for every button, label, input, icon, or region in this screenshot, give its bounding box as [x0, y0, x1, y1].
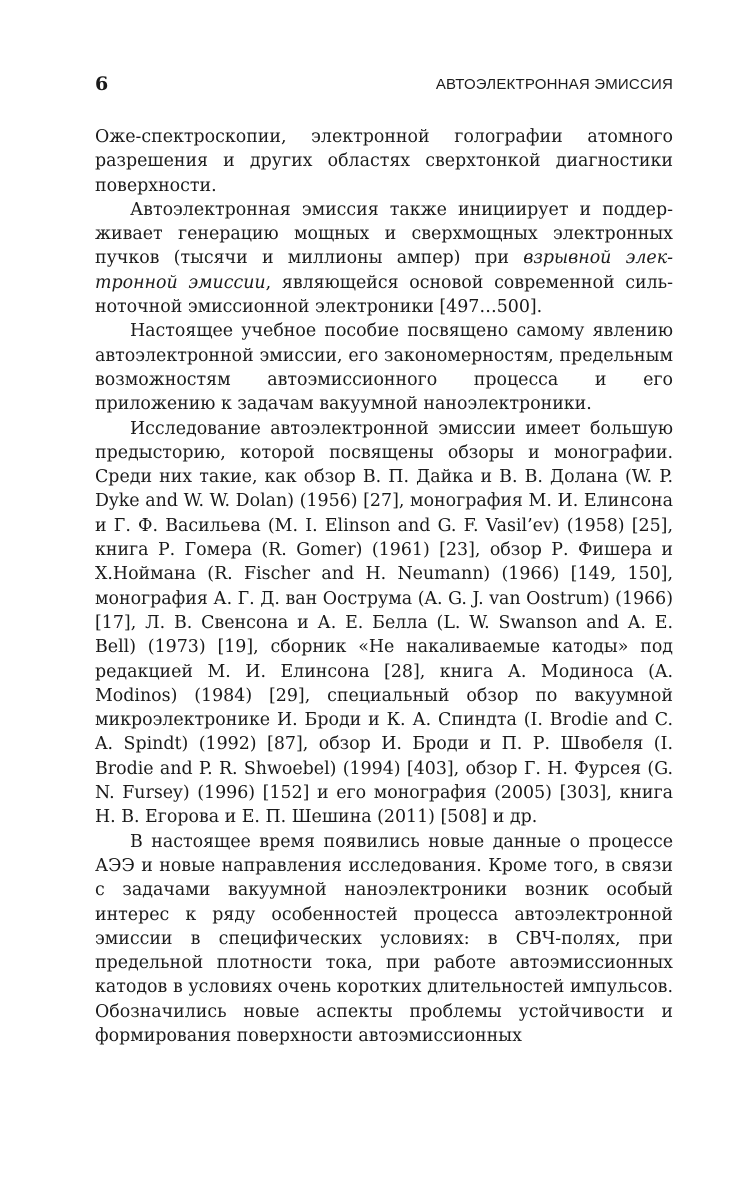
paragraph-text: Автоэлектронная эмиссия также инициирует и поддерживает генерацию мощных и сверхмощных электронных пучков (тысячи и миллионы ампер) при [95, 199, 673, 269]
paragraph-literature-review: Исследование автоэлектронной эмиссии имеет большую предысторию, которой посвящены обзоры и монографии. Среди них такие, как обзор В. П. Дайка и В. В. Долана (W. P. Dyke and W. W. Dolan) (1956) [27], монография М. И. Елинсона и Г. Ф. Васильева (M. I. Elinson and G. F. Vasil’ev) (1958) [25], книга Р. Гомера (R. Gomer) (1961) [23], обзор Р. Фишера и Х.Ноймана (R. Fischer and H. Neumann) (1966) [149, 150], монография А. Г. Д. ван Оострума (A. G. J. van Oostrum) (1966) [17], Л. В. Свенсона и А. Е. Белла (L. W. Swanson and A. E. Bell) (1973) [19], сборник «Не накаливаемые катоды» под редакцией М. И. Елинсона [28], книга А. Модиноса (A. Modinos) (1984) [29], специальный обзор по вакуумной микроэлектронике И. Броди и К. А. Спиндта (I. Brodie and C. A. Spindt) (1992) [87], обзор И. Броди и П. Р. Швобеля (I. Brodie and P. R. Shwoebel) (1994) [403], обзор Г. Н. Фурсея (G. N. Fursey) (1996) [152] и его монография (2005) [303], книга Н. В. Егорова и Е. П. Шешина (2011) [508] и др. [95, 418, 673, 828]
page-header [95, 72, 673, 96]
paragraph-purpose: Настоящее учебное пособие посвящено самому явлению автоэлектронной эмиссии, его закономерностям, предельным возможностям автоэмиссионного процесса и его приложению к задачам вакуумной наноэлектроники. [95, 321, 673, 415]
body-text [95, 125, 673, 1048]
emphasized-term: взрывной электронной эмиссии [95, 248, 673, 293]
running-title: АВТОЭЛЕКТРОННАЯ ЭМИССИЯ [435, 76, 673, 93]
paragraph-explosive-emission [95, 198, 673, 319]
paragraph-new-directions: В настоящее время появились новые данные о процессе АЭЭ и новые направления исследования. Кроме того, в связи с задачами вакуумной наноэлектроники возник особый интерес к ряду особенностей процесса автоэлектронной эмиссии в специфических условиях: в СВЧ-полях, при предельной плотности тока, при работе автоэмиссионных катодов в условиях очень коротких длительностей импульсов. Обозначились новые аспекты проблемы устойчивости и формирования поверхности автоэмиссионных [95, 831, 673, 1046]
paragraph-continued: Оже-спектроскопии, электронной голографии атомного разрешения и других областях сверхтонкой диагностики поверхности. [95, 127, 673, 196]
page-number: 6 [95, 73, 109, 95]
paragraph-text: , являющейся основой современной сильноточной эмиссионной электроники [497…500]. [95, 272, 673, 318]
